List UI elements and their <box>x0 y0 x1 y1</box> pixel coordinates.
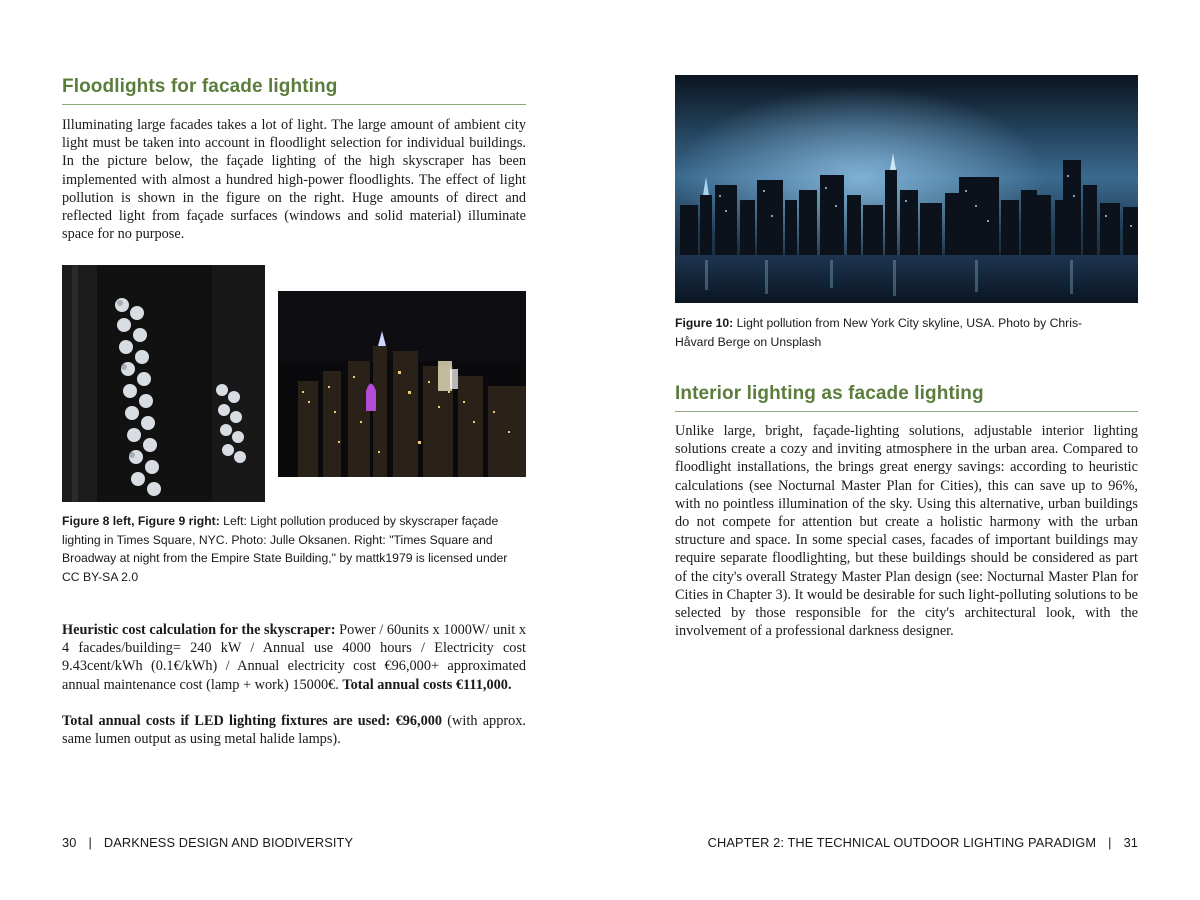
left-page <box>62 0 526 900</box>
intro-paragraph: Illuminating large facades takes a lot of light. The large amount of ambient city light must be taken into account in floodlight selection for individual buildings. In the picture below, the façade lighting of the high skyscraper has been implemented with almost a hundred high-power floodlights. The effect of light pollution is shown in the figure on the right. Huge amounts of direct and reflected light from façade surfaces (windows and solid material) illuminate space for no purpose. <box>62 117 526 243</box>
led-cost-paragraph <box>62 712 526 748</box>
figure-10-caption-label: Figure 10: <box>675 316 734 330</box>
section-title-interior-lighting: Interior lighting as facade lighting <box>675 383 1138 412</box>
left-page-number: 30 <box>62 835 77 850</box>
cost-calculation-label: Heuristic cost calculation for the skyscraper: <box>62 622 336 638</box>
section-title-floodlights: Floodlights for facade lighting <box>62 76 526 105</box>
cost-calculation-paragraph <box>62 621 526 694</box>
left-footer <box>62 835 353 850</box>
led-cost-label: Total annual costs if LED lighting fixtures are used: €96,000 <box>62 713 443 729</box>
right-footer-separator: | <box>1108 835 1112 850</box>
figure-8-9-caption-text: Left: Light pollution produced by skyscraper façade lighting in Times Square, NYC. Photo: Julle Oksanen. Right: "Times Square and Broadway at night from the Empire State Building," by mattk1979 is licensed under CC BY-SA 2.0 <box>62 514 508 584</box>
interior-lighting-paragraph: Unlike large, bright, façade-lighting solutions, adjustable interior lighting solutions create a cozy and inviting atmosphere in the urban area. Compared to floodlight installations, the brings great energy savings: according to heuristic calculations (see Nocturnal Master Plan for Cities), this can save up to 96%, with no pointless illumination of the sky. Using this alternative, urban buildings do not compete for attention but create a holistic harmony with the urban structure and space. In some special cases, facades of important buildings may require separate floodlighting, but these buildings should be considered as part of the city's overall Strategy Master Plan design (see: Nocturnal Master Plan for Cities in Chapter 3). It would be desirable for such light-polluting solutions to be selected by those responsible for the city's architectural look, with the involvement of a professional darkness designer. <box>675 423 1138 640</box>
figure-10-nyc-skyline-photo <box>675 75 1138 303</box>
figure-9-times-square-photo <box>278 291 526 477</box>
figure-10-caption-text: Light pollution from New York City skyline, USA. Photo by Chris-Håvard Berge on Unsplash <box>675 316 1083 349</box>
left-running-head: DARKNESS DESIGN AND BIODIVERSITY <box>103 835 354 850</box>
figure-8-floodlights-photo <box>62 265 265 502</box>
left-footer-separator: | <box>88 835 92 850</box>
cost-calculation-text: Power / 60units x 1000W/ unit x 4 facades/building= 240 kW / Annual use 4000 hours / Electricity cost 9.43cent/kWh (0.1€/kWh) / Annual electricity cost €96,000+ approximated annual maintenance cost (lamp + work) 15000€. <box>62 622 526 693</box>
led-cost-text: (with approx. same lumen output as using metal halide lamps). <box>62 713 526 748</box>
figure-8-9-caption-label: Figure 8 left, Figure 9 right: <box>62 514 220 528</box>
figure-10-caption <box>675 314 1115 351</box>
figure-8-9-caption <box>62 512 526 586</box>
right-footer <box>708 835 1138 850</box>
right-running-head: CHAPTER 2: THE TECHNICAL OUTDOOR LIGHTING PARADIGM <box>707 835 1097 850</box>
right-page-number: 31 <box>1123 835 1138 850</box>
cost-calculation-total: Total annual costs €111,000. <box>342 676 512 693</box>
right-page <box>675 0 1138 900</box>
